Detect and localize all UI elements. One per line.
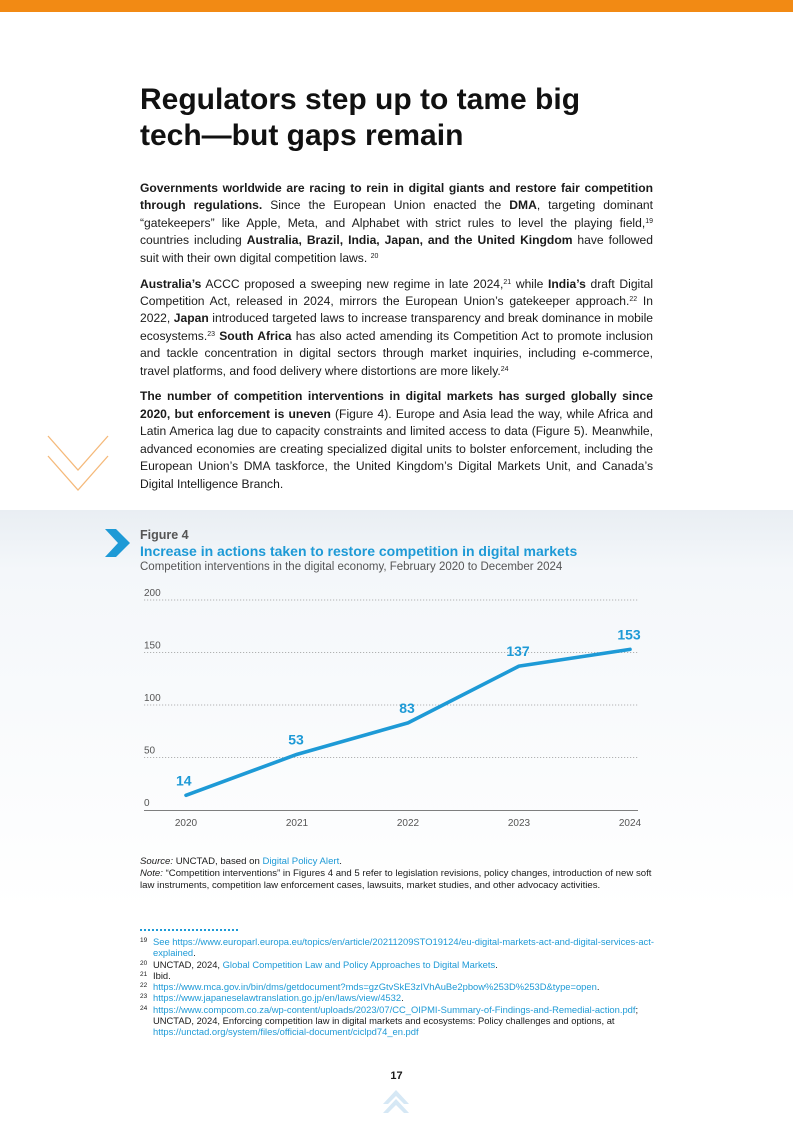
text-span: ACCC proposed a sweeping new regime in late 2024, xyxy=(201,276,504,291)
footnote-ref[interactable]: 22 xyxy=(629,295,638,303)
up-arrow-icon[interactable] xyxy=(383,1090,409,1114)
source-link[interactable]: Digital Policy Alert xyxy=(262,856,340,867)
text-span: , targeting dominant “gatekeepers” like Apple, Meta, and Alphabet with strict rules to level the playing field, xyxy=(140,198,654,230)
figure-arrow-icon xyxy=(105,529,131,557)
bold-span: DMA xyxy=(509,198,537,213)
figure-notes xyxy=(140,856,660,892)
source-label: Source: xyxy=(140,856,174,867)
y-tick-label: 100 xyxy=(144,693,161,704)
series-line xyxy=(186,649,630,795)
data-label: 137 xyxy=(506,643,530,660)
footnote-text: ; UNCTAD, 2024, Enforcing competition law in digital markets and ecosystems: Policy challenges and options, at xyxy=(153,1003,639,1027)
title-line-2: tech—but gaps remain xyxy=(140,119,464,152)
page-title xyxy=(140,82,660,154)
y-tick-label: 0 xyxy=(144,798,150,809)
figure-label: Figure 4 xyxy=(140,528,189,542)
footnote-item xyxy=(140,959,660,970)
title-line-1: Regulators step up to tame big xyxy=(140,83,581,116)
data-label: 53 xyxy=(288,731,304,748)
footnotes xyxy=(140,936,660,1038)
footnote-ref[interactable]: 21 xyxy=(503,278,512,286)
line-chart xyxy=(130,585,650,835)
data-label: 14 xyxy=(176,772,192,789)
footnote-separator xyxy=(140,929,238,931)
footnote-number: 23 xyxy=(140,993,148,1001)
body-text xyxy=(140,180,653,501)
footnote-link[interactable]: https://www.japaneselawtranslation.go.jp/en/laws/view/4532 xyxy=(153,992,402,1004)
text-span: introduced targeted laws to increase transparency and break dominance in mobile ecosystems. xyxy=(140,311,653,343)
bold-span: Australia, Brazil, India, Japan, and the United Kingdom xyxy=(246,233,573,248)
footnote-item xyxy=(140,936,660,959)
source-text: UNCTAD, based on xyxy=(173,856,263,867)
footnote-text: . xyxy=(193,947,196,959)
footnote-ref[interactable]: 19 xyxy=(645,217,653,225)
bold-span: South Africa xyxy=(219,328,292,343)
footnote-item xyxy=(140,992,660,1003)
footnote-number: 22 xyxy=(140,982,148,990)
footnote-number: 19 xyxy=(140,937,148,944)
text-span: In 2022, xyxy=(140,293,653,326)
footnote-number: 20 xyxy=(140,959,148,967)
paragraph-3 xyxy=(140,388,653,492)
text-span: has also acted amending its Competition Act to promote inclusion and tackle concentration in digital sectors through market inquiries, including e-commerce, travel platforms, and food delivery where distortions are more likely. xyxy=(140,328,653,378)
y-tick-label: 200 xyxy=(144,588,161,599)
footnote-item xyxy=(140,1004,660,1038)
x-tick-label: 2023 xyxy=(507,818,531,829)
x-tick-label: 2024 xyxy=(618,818,642,829)
text-span: have followed suit with their own digital competition laws. xyxy=(140,233,653,265)
page-number: 17 xyxy=(390,1070,403,1082)
paragraph-1 xyxy=(140,180,653,267)
text-span: draft Digital Competition Act, released in 2024, mirrors the European Union’s gatekeeper approach. xyxy=(140,276,654,308)
footnote-ref[interactable]: 20 xyxy=(370,252,379,260)
footnote-number: 21 xyxy=(140,970,148,978)
bold-span: India’s xyxy=(548,276,586,291)
footnote-text: Ibid. xyxy=(153,969,171,981)
data-label: 153 xyxy=(617,626,641,643)
y-tick-label: 150 xyxy=(144,640,161,652)
footnote-text: . xyxy=(596,981,600,993)
footnote-link[interactable]: See https://www.europarl.europa.eu/topics/en/article/20211209STO19124/eu-digital-markets-act-and-digital-services-act-explained xyxy=(153,936,654,959)
footnote-text: . xyxy=(401,992,404,1004)
footnote-item xyxy=(140,981,660,992)
footnote-text: . xyxy=(495,958,498,970)
footnote-link[interactable]: Global Competition Law and Policy Approaches to Digital Markets xyxy=(222,958,496,970)
footnote-link[interactable]: https://www.mca.gov.in/bin/dms/getdocument?mds=gzGtvSkE3zIVhAuBe2pbow%253D%253D&type=open xyxy=(153,981,597,993)
note-text xyxy=(140,868,660,892)
decorative-chevron-icon xyxy=(46,432,110,494)
figure-subtitle: Competition interventions in the digital economy, February 2020 to December 2024 xyxy=(140,561,563,573)
footnote-ref[interactable]: 23 xyxy=(207,330,216,338)
note-label: Note: xyxy=(140,868,163,879)
bold-span: Australia’s xyxy=(140,276,202,291)
bold-span: Japan xyxy=(173,311,209,326)
y-tick-label: 50 xyxy=(144,745,156,757)
figure-title: Increase in actions taken to restore competition in digital markets xyxy=(140,543,578,559)
footnote-number: 24 xyxy=(140,1004,148,1012)
x-tick-label: 2022 xyxy=(396,818,420,829)
footnote-link[interactable]: https://www.compcom.co.za/wp-content/uploads/2023/07/CC_OIPMI-Summary-of-Findings-and-Remedial-action.pdf xyxy=(153,1003,636,1015)
top-accent-bar xyxy=(0,0,793,12)
text-span: Since the European Union enacted the xyxy=(262,198,510,213)
text-span: (Figure 4). Europe and Asia lead the way, while Africa and Latin America lag due to capacity constraints and limited access to data (Figure 5). Meanwhile, advanced economies are creating specialized digital units to bolster enforcement, including the European Union’s DMA taskforce, the United Kingdom’s Digital Markets Unit, and Canada’s Digital Intelligence Branch. xyxy=(140,406,654,491)
footnote-ref[interactable]: 24 xyxy=(500,365,509,373)
source-end: . xyxy=(339,856,342,867)
footnote-link[interactable]: https://unctad.org/system/files/official-document/ciclpd74_en.pdf xyxy=(153,1026,419,1038)
x-tick-label: 2021 xyxy=(285,818,309,829)
footnote-text: UNCTAD, 2024, xyxy=(153,958,223,970)
data-label: 83 xyxy=(399,699,415,716)
x-tick-label: 2020 xyxy=(174,818,198,829)
lead-bold: The number of competition interventions in digital markets has surged globally since 2020, but enforcement is uneven xyxy=(140,389,653,421)
footnote-item xyxy=(140,970,660,981)
lead-bold: Governments worldwide are racing to rein in digital giants and restore fair competition through regulations. xyxy=(140,181,653,213)
note-body: “Competition interventions” in Figures 4 and 5 refer to legislation revisions, policy changes, introduction of new soft law instruments, competition law enforcement cases, lawsuits, market studies, and other advocacy activities. xyxy=(140,868,652,891)
paragraph-2 xyxy=(140,276,653,380)
source-note xyxy=(140,856,660,868)
text-span: countries including xyxy=(140,233,247,248)
text-span: while xyxy=(511,276,549,291)
